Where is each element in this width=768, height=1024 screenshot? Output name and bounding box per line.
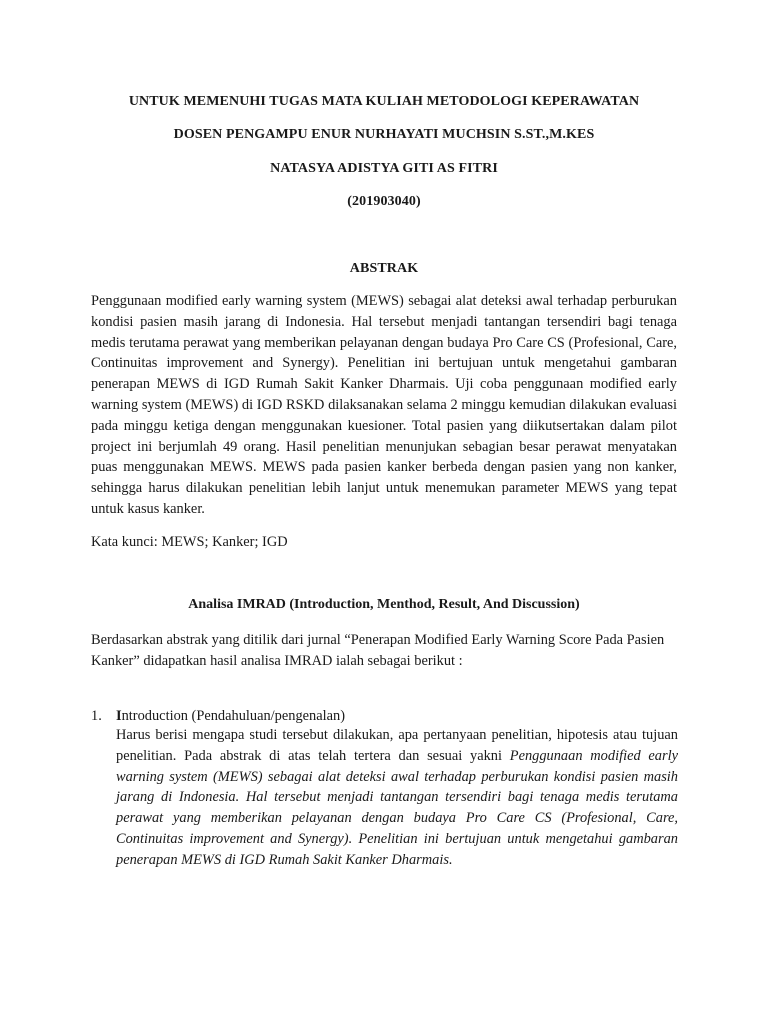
- list-item-introduction-heading: [91, 706, 677, 727]
- analysis-title: Analisa IMRAD (Introduction, Menthod, Result, And Discussion): [188, 597, 580, 612]
- header-lecturer-line: DOSEN PENGAMPU ENUR NURHAYATI MUCHSIN S.ST.,M.KES: [173, 127, 595, 142]
- abstract-title: ABSTRAK: [349, 261, 419, 276]
- list-item-body-plain: Harus berisi mengapa studi tersebut dilakukan, apa pertanyaan penelitian, hipotesis atau tujuan penelitian. Pada abstrak di atas telah tertera dan sesuai yakni: [116, 727, 678, 764]
- abstract-keywords: Kata kunci: MEWS; Kanker; IGD: [91, 534, 288, 550]
- header-course-line: UNTUK MEMENUHI TUGAS MATA KULIAH METODOLOGI KEPERAWATAN: [128, 94, 640, 109]
- list-item-title-rest: ntroduction (Pendahuluan/pengenalan): [121, 708, 345, 724]
- analysis-intro: Berdasarkan abstrak yang ditilik dari jurnal “Penerapan Modified Early Warning Score Pada Pasien Kanker” didapatkan hasil analisa IMRAD ialah sebagai berikut :: [91, 632, 665, 669]
- list-item-title-initial: I: [116, 708, 122, 724]
- abstract-body: Penggunaan modified early warning system (MEWS) sebagai alat deteksi awal terhadap perburukan kondisi pasien masih jarang di Indonesia. Hal tersebut menjadi tantangan tersendiri bagi tenaga medis terutama perawat yang memberikan pelayanan dengan budaya Pro Care CS (Profesional, Care, Continuitas improvement and Synergy). Penelitian ini bertujuan untuk mengetahui gambaran penerapan MEWS di IGD Rumah Sakit Kanker Dharmais. Uji coba penggunaan modified early warning system (MEWS) di IGD RSKD dilaksanakan selama 2 minggu kemudian dilakukan evaluasi pada minggu ketiga dengan menggunakan kuesioner. Total pasien yang diikutsertakan dalam pilot project ini berjumlah 49 orang. Hasil penelitian menunjukan sebagian besar perawat menyatakan puas menggunakan MEWS. MEWS pada pasien kanker berbeda dengan pasien yang non kanker, sehingga harus dilakukan penelitian lebih lanjut untuk menemukan parameter MEWS yang tepat untuk kasus kanker.: [91, 293, 677, 517]
- list-item-number: 1.: [91, 708, 102, 724]
- header-student-name: NATASYA ADISTYA GITI AS FITRI: [270, 161, 498, 176]
- header-student-id: (201903040): [347, 194, 421, 209]
- list-item-introduction-body: [116, 725, 678, 871]
- list-item-body-italic: Penggunaan modified early warning system (MEWS) sebagai alat deteksi awal terhadap perburukan kondisi pasien masih jarang di Indonesia. Hal tersebut menjadi tantangan tersendiri bagi tenaga medis terutama perawat yang memberikan pelayanan dengan budaya Pro Care CS (Profesional, Care, Continuitas improvement and Synergy). Penelitian ini bertujuan untuk mengetahui gambaran penerapan MEWS di IGD Rumah Sakit Kanker Dharmais.: [116, 747, 678, 868]
